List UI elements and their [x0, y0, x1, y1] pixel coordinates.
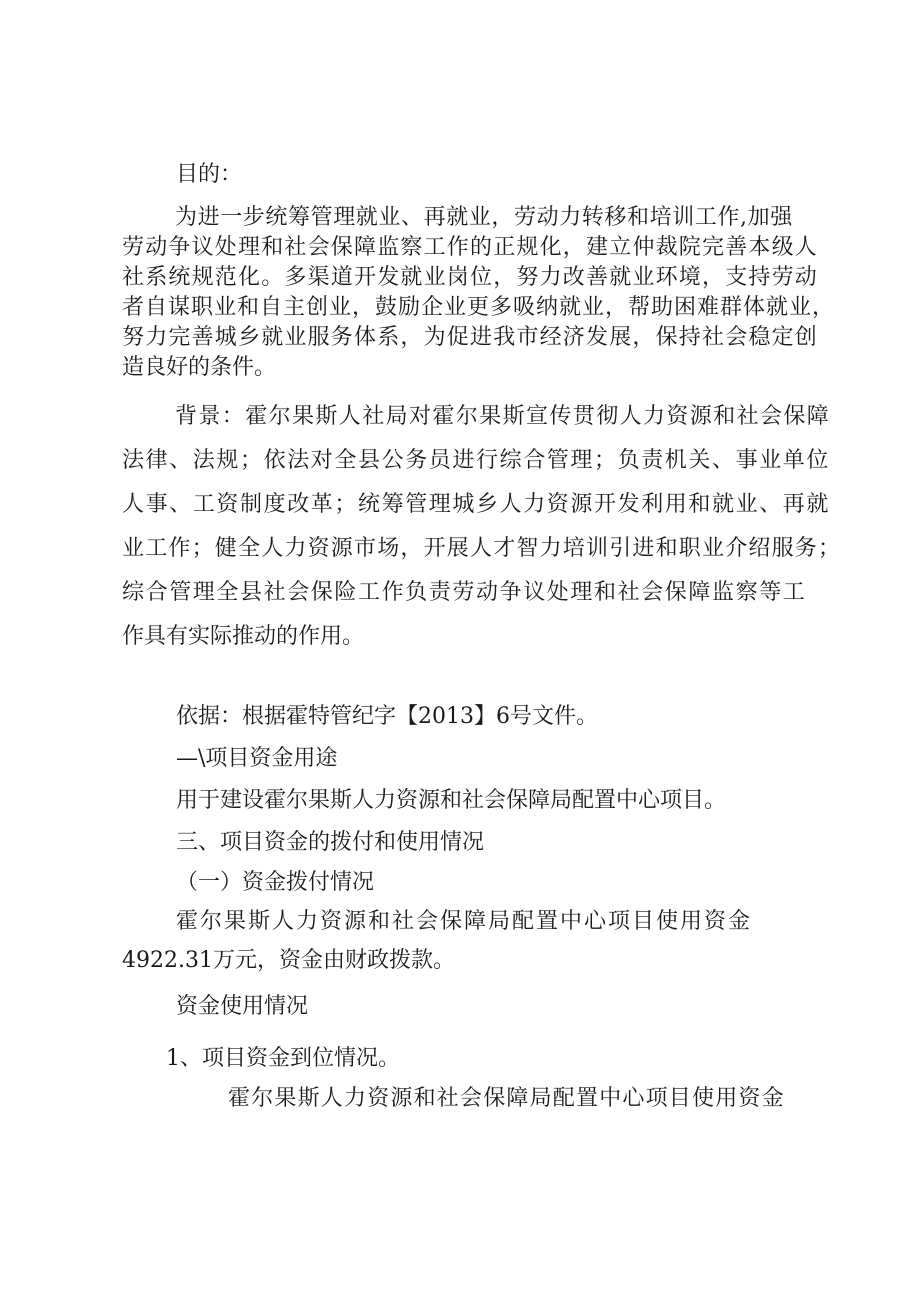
background-line: 综合管理全县社会保险工作负责劳动争议处理和社会保障监察等工: [122, 580, 807, 605]
section-two-heading: —\项目资金用途: [176, 746, 338, 771]
background-paragraph: [175, 395, 830, 439]
basis-text: 依据：根据霍特管纪字【2013】6号文件。: [176, 704, 598, 729]
subsection-one-heading: （一）资金拨付情况: [176, 870, 375, 895]
background-line: 作具有实际推动的作用。: [122, 624, 365, 649]
funding-line: 霍尔果斯人力资源和社会保障局配置中心项目使用资金: [176, 909, 753, 934]
purpose-line: 努力完善城乡就业服务体系，为促进我市经济发展，保持社会稳定创: [122, 325, 819, 350]
section-three-heading: 三、项目资金的拨付和使用情况: [176, 830, 485, 855]
background-line: 人事、工资制度改革；统筹管理城乡人力资源开发利用和就业、再就: [122, 492, 831, 517]
purpose-heading: 目的：: [176, 162, 243, 187]
section-two-text: 用于建设霍尔果斯人力资源和社会保障局配置中心项目。: [176, 788, 727, 813]
item-one-text: 霍尔果斯人力资源和社会保障局配置中心项目使用资金: [228, 1086, 785, 1111]
background-paragraph-cont: [122, 439, 841, 659]
funding-line: 4922.31万元，资金由财政拨款。: [122, 948, 455, 973]
purpose-line: 为进一步统筹管理就业、再就业，劳动力转移和培训工作,加强: [175, 205, 793, 230]
purpose-line: 者自谋职业和自主创业，鼓励企业更多吸纳就业，帮助困难群体就业，: [122, 295, 836, 320]
fund-usage-heading: 资金使用情况: [176, 994, 309, 1019]
purpose-line: 社系统规范化。多渠道开发就业岗位，努力改善就业环境，支持劳动: [122, 265, 819, 290]
purpose-line: 劳动争议处理和社会保障监察工作的正规化，建立仲裁院完善本级人: [122, 235, 819, 260]
purpose-line: 造良好的条件。: [122, 355, 277, 380]
background-line: 法律、法规；依法对全县公务员进行综合管理；负责机关、事业单位: [122, 448, 831, 473]
background-line: 背景：霍尔果斯人社局对霍尔果斯宣传贯彻人力资源和社会保障: [175, 404, 831, 429]
purpose-paragraph-cont: [122, 233, 835, 383]
item-one-heading: 1、项目资金到位情况。: [166, 1046, 400, 1071]
background-line: 业工作；健全人力资源市场，开展人才智力培训引进和职业介绍服务；: [122, 536, 842, 561]
purpose-paragraph: [175, 203, 793, 233]
